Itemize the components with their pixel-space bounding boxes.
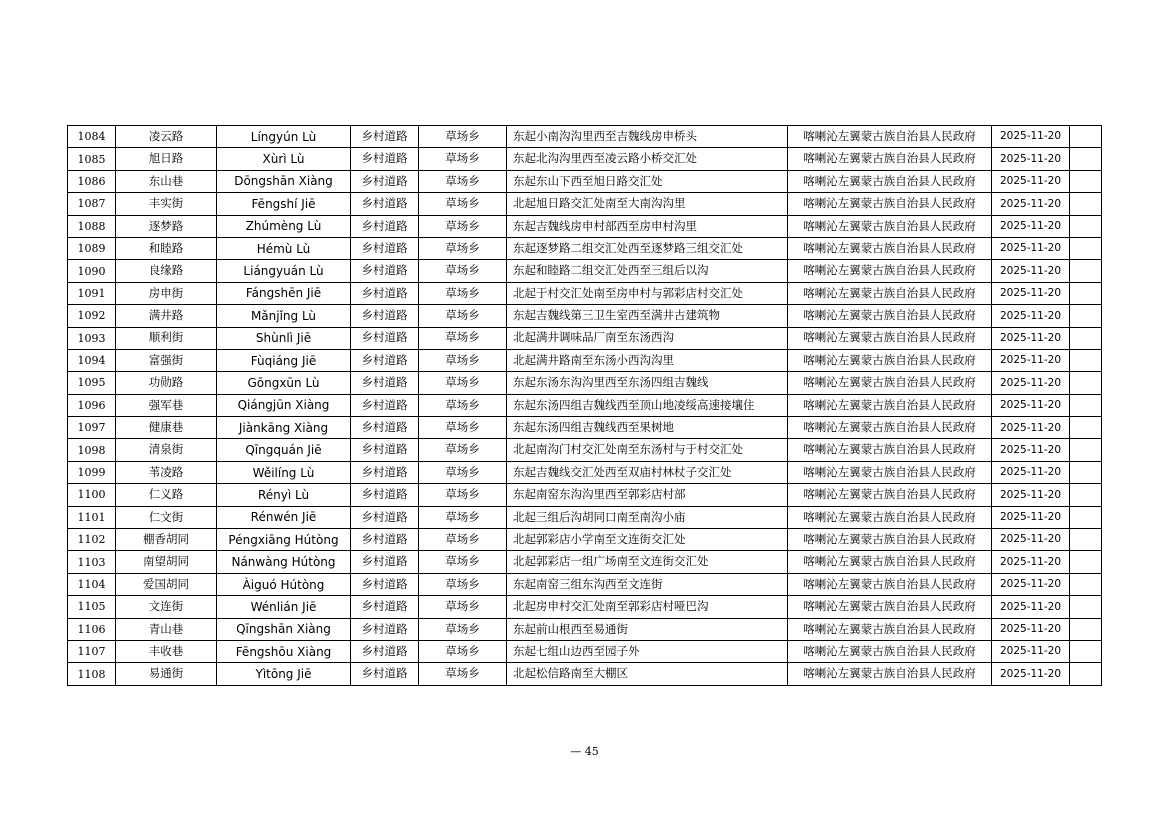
table-row	[68, 148, 1102, 170]
approval-date: 2025-11-20	[992, 663, 1070, 685]
road-category: 乡村道路	[351, 461, 419, 483]
row-number: 1099	[68, 461, 116, 483]
road-pinyin: Gōngxūn Lù	[217, 372, 351, 394]
township: 草场乡	[419, 484, 507, 506]
road-pinyin: Wěilíng Lù	[217, 461, 351, 483]
road-name: 房申街	[116, 282, 217, 304]
table-row	[68, 372, 1102, 394]
township: 草场乡	[419, 193, 507, 215]
remark	[1070, 215, 1102, 237]
remark	[1070, 417, 1102, 439]
row-number: 1108	[68, 663, 116, 685]
row-number: 1088	[68, 215, 116, 237]
approval-authority: 喀喇沁左翼蒙古族自治县人民政府	[788, 327, 992, 349]
road-category: 乡村道路	[351, 640, 419, 662]
remark	[1070, 394, 1102, 416]
remark	[1070, 618, 1102, 640]
page-number: — 45	[570, 745, 599, 758]
row-number: 1095	[68, 372, 116, 394]
approval-date: 2025-11-20	[992, 529, 1070, 551]
township: 草场乡	[419, 551, 507, 573]
township: 草场乡	[419, 170, 507, 192]
approval-date: 2025-11-20	[992, 170, 1070, 192]
road-category: 乡村道路	[351, 349, 419, 371]
row-number: 1104	[68, 573, 116, 595]
approval-date: 2025-11-20	[992, 484, 1070, 506]
approval-authority: 喀喇沁左翼蒙古族自治县人民政府	[788, 618, 992, 640]
township: 草场乡	[419, 215, 507, 237]
remark	[1070, 126, 1102, 148]
approval-authority: 喀喇沁左翼蒙古族自治县人民政府	[788, 529, 992, 551]
road-category: 乡村道路	[351, 193, 419, 215]
road-name: 逐梦路	[116, 215, 217, 237]
road-pinyin: Fùqiáng Jiē	[217, 349, 351, 371]
table-row	[68, 461, 1102, 483]
road-description: 东起吉魏线交汇处西至双庙村林杖子交汇处	[507, 461, 788, 483]
table-row	[68, 596, 1102, 618]
road-category: 乡村道路	[351, 394, 419, 416]
road-category: 乡村道路	[351, 596, 419, 618]
road-name: 苇凌路	[116, 461, 217, 483]
road-description: 北起松信路南至大棚区	[507, 663, 788, 685]
road-name: 强军巷	[116, 394, 217, 416]
township: 草场乡	[419, 461, 507, 483]
row-number: 1106	[68, 618, 116, 640]
road-description: 北起于村交汇处南至房申村与郭彩店村交汇处	[507, 282, 788, 304]
road-description: 东起吉魏线第三卫生室西至满井古建筑物	[507, 305, 788, 327]
township: 草场乡	[419, 260, 507, 282]
place-name-table	[67, 125, 1102, 686]
road-pinyin: Wénlián Jiē	[217, 596, 351, 618]
road-pinyin: Fēngshí Jiē	[217, 193, 351, 215]
road-category: 乡村道路	[351, 237, 419, 259]
approval-authority: 喀喇沁左翼蒙古族自治县人民政府	[788, 148, 992, 170]
road-description: 北起郭彩店小学南至文连街交汇处	[507, 529, 788, 551]
road-pinyin: Mǎnjǐng Lù	[217, 305, 351, 327]
approval-authority: 喀喇沁左翼蒙古族自治县人民政府	[788, 237, 992, 259]
road-pinyin: Nánwàng Hútòng	[217, 551, 351, 573]
table-row	[68, 506, 1102, 528]
remark	[1070, 439, 1102, 461]
approval-date: 2025-11-20	[992, 417, 1070, 439]
road-description: 北起满井调味品厂南至东汤西沟	[507, 327, 788, 349]
road-description: 东起七组山边西至园子外	[507, 640, 788, 662]
approval-date: 2025-11-20	[992, 237, 1070, 259]
road-pinyin: Qiángjūn Xiàng	[217, 394, 351, 416]
table-row	[68, 640, 1102, 662]
road-category: 乡村道路	[351, 305, 419, 327]
approval-authority: 喀喇沁左翼蒙古族自治县人民政府	[788, 596, 992, 618]
approval-authority: 喀喇沁左翼蒙古族自治县人民政府	[788, 551, 992, 573]
remark	[1070, 663, 1102, 685]
road-name: 文连街	[116, 596, 217, 618]
road-description: 东起吉魏线房申村部西至房申村沟里	[507, 215, 788, 237]
township: 草场乡	[419, 327, 507, 349]
approval-date: 2025-11-20	[992, 305, 1070, 327]
township: 草场乡	[419, 148, 507, 170]
table-row	[68, 417, 1102, 439]
approval-date: 2025-11-20	[992, 327, 1070, 349]
remark	[1070, 282, 1102, 304]
table-row	[68, 439, 1102, 461]
table-row	[68, 551, 1102, 573]
table-row	[68, 170, 1102, 192]
remark	[1070, 349, 1102, 371]
road-pinyin: Fángshēn Jiē	[217, 282, 351, 304]
approval-date: 2025-11-20	[992, 439, 1070, 461]
road-name: 南望胡同	[116, 551, 217, 573]
approval-authority: 喀喇沁左翼蒙古族自治县人民政府	[788, 282, 992, 304]
remark	[1070, 260, 1102, 282]
table-row	[68, 663, 1102, 685]
road-pinyin: Língyún Lù	[217, 126, 351, 148]
remark	[1070, 573, 1102, 595]
township: 草场乡	[419, 394, 507, 416]
remark	[1070, 506, 1102, 528]
road-description: 东起东汤东沟沟里西至东汤四组吉魏线	[507, 372, 788, 394]
road-pinyin: Àiguó Hútòng	[217, 573, 351, 595]
road-pinyin: Fēngshōu Xiàng	[217, 640, 351, 662]
approval-date: 2025-11-20	[992, 394, 1070, 416]
township: 草场乡	[419, 282, 507, 304]
road-category: 乡村道路	[351, 484, 419, 506]
road-description: 东起和睦路二组交汇处西至三组后以沟	[507, 260, 788, 282]
road-description: 北起郭彩店一组广场南至文连街交汇处	[507, 551, 788, 573]
approval-authority: 喀喇沁左翼蒙古族自治县人民政府	[788, 305, 992, 327]
road-category: 乡村道路	[351, 215, 419, 237]
table-body	[68, 126, 1102, 686]
approval-date: 2025-11-20	[992, 282, 1070, 304]
remark	[1070, 484, 1102, 506]
row-number: 1087	[68, 193, 116, 215]
approval-authority: 喀喇沁左翼蒙古族自治县人民政府	[788, 439, 992, 461]
approval-authority: 喀喇沁左翼蒙古族自治县人民政府	[788, 193, 992, 215]
row-number: 1096	[68, 394, 116, 416]
row-number: 1084	[68, 126, 116, 148]
approval-authority: 喀喇沁左翼蒙古族自治县人民政府	[788, 170, 992, 192]
road-name: 和睦路	[116, 237, 217, 259]
road-name: 仁文街	[116, 506, 217, 528]
road-description: 东起南窑东沟沟里西至郭彩店村部	[507, 484, 788, 506]
road-name: 易通街	[116, 663, 217, 685]
township: 草场乡	[419, 506, 507, 528]
road-category: 乡村道路	[351, 126, 419, 148]
row-number: 1097	[68, 417, 116, 439]
township: 草场乡	[419, 640, 507, 662]
road-name: 功勋路	[116, 372, 217, 394]
road-name: 东山巷	[116, 170, 217, 192]
township: 草场乡	[419, 529, 507, 551]
road-pinyin: Rénwén Jiē	[217, 506, 351, 528]
road-pinyin: Jiànkāng Xiàng	[217, 417, 351, 439]
row-number: 1089	[68, 237, 116, 259]
road-name: 富强街	[116, 349, 217, 371]
road-name: 青山巷	[116, 618, 217, 640]
table-row	[68, 305, 1102, 327]
road-category: 乡村道路	[351, 372, 419, 394]
road-name: 棚香胡同	[116, 529, 217, 551]
remark	[1070, 148, 1102, 170]
table-row	[68, 193, 1102, 215]
road-description: 东起东汤四组吉魏线西至果树地	[507, 417, 788, 439]
road-name: 满井路	[116, 305, 217, 327]
road-name: 健康巷	[116, 417, 217, 439]
township: 草场乡	[419, 596, 507, 618]
row-number: 1105	[68, 596, 116, 618]
row-number: 1092	[68, 305, 116, 327]
road-pinyin: Xùrì Lù	[217, 148, 351, 170]
approval-date: 2025-11-20	[992, 372, 1070, 394]
approval-authority: 喀喇沁左翼蒙古族自治县人民政府	[788, 126, 992, 148]
road-description: 东起北沟沟里西至凌云路小桥交汇处	[507, 148, 788, 170]
township: 草场乡	[419, 372, 507, 394]
row-number: 1093	[68, 327, 116, 349]
approval-authority: 喀喇沁左翼蒙古族自治县人民政府	[788, 372, 992, 394]
remark	[1070, 170, 1102, 192]
row-number: 1086	[68, 170, 116, 192]
township: 草场乡	[419, 663, 507, 685]
road-category: 乡村道路	[351, 260, 419, 282]
row-number: 1102	[68, 529, 116, 551]
road-category: 乡村道路	[351, 573, 419, 595]
approval-authority: 喀喇沁左翼蒙古族自治县人民政府	[788, 260, 992, 282]
table-row	[68, 349, 1102, 371]
approval-date: 2025-11-20	[992, 596, 1070, 618]
road-pinyin: Péngxiāng Hútòng	[217, 529, 351, 551]
remark	[1070, 596, 1102, 618]
road-description: 北起旭日路交汇处南至大南沟沟里	[507, 193, 788, 215]
township: 草场乡	[419, 237, 507, 259]
approval-authority: 喀喇沁左翼蒙古族自治县人民政府	[788, 215, 992, 237]
table-row	[68, 484, 1102, 506]
table-row	[68, 215, 1102, 237]
road-name: 爱国胡同	[116, 573, 217, 595]
table-row	[68, 260, 1102, 282]
road-category: 乡村道路	[351, 327, 419, 349]
row-number: 1107	[68, 640, 116, 662]
table-row	[68, 282, 1102, 304]
township: 草场乡	[419, 439, 507, 461]
table-row	[68, 618, 1102, 640]
approval-date: 2025-11-20	[992, 349, 1070, 371]
road-name: 凌云路	[116, 126, 217, 148]
approval-authority: 喀喇沁左翼蒙古族自治县人民政府	[788, 349, 992, 371]
road-description: 东起南窑三组东沟西至文连街	[507, 573, 788, 595]
township: 草场乡	[419, 618, 507, 640]
road-pinyin: Dōngshān Xiàng	[217, 170, 351, 192]
road-category: 乡村道路	[351, 148, 419, 170]
approval-date: 2025-11-20	[992, 551, 1070, 573]
remark	[1070, 237, 1102, 259]
remark	[1070, 327, 1102, 349]
remark	[1070, 193, 1102, 215]
approval-authority: 喀喇沁左翼蒙古族自治县人民政府	[788, 506, 992, 528]
approval-date: 2025-11-20	[992, 573, 1070, 595]
approval-authority: 喀喇沁左翼蒙古族自治县人民政府	[788, 640, 992, 662]
approval-date: 2025-11-20	[992, 260, 1070, 282]
road-name: 清泉街	[116, 439, 217, 461]
approval-date: 2025-11-20	[992, 126, 1070, 148]
table-row	[68, 573, 1102, 595]
road-pinyin: Qīngshān Xiàng	[217, 618, 351, 640]
road-pinyin: Hémù Lù	[217, 237, 351, 259]
row-number: 1091	[68, 282, 116, 304]
approval-authority: 喀喇沁左翼蒙古族自治县人民政府	[788, 461, 992, 483]
road-category: 乡村道路	[351, 551, 419, 573]
remark	[1070, 529, 1102, 551]
road-description: 东起东山下西至旭日路交汇处	[507, 170, 788, 192]
township: 草场乡	[419, 417, 507, 439]
remark	[1070, 461, 1102, 483]
road-pinyin: Zhúmèng Lù	[217, 215, 351, 237]
row-number: 1098	[68, 439, 116, 461]
road-description: 北起满井路南至东汤小西沟沟里	[507, 349, 788, 371]
table-row	[68, 394, 1102, 416]
row-number: 1085	[68, 148, 116, 170]
township: 草场乡	[419, 573, 507, 595]
township: 草场乡	[419, 126, 507, 148]
road-description: 东起小南沟沟里西至吉魏线房申桥头	[507, 126, 788, 148]
road-name: 丰收巷	[116, 640, 217, 662]
remark	[1070, 640, 1102, 662]
road-category: 乡村道路	[351, 170, 419, 192]
row-number: 1103	[68, 551, 116, 573]
approval-date: 2025-11-20	[992, 506, 1070, 528]
remark	[1070, 372, 1102, 394]
road-category: 乡村道路	[351, 282, 419, 304]
remark	[1070, 305, 1102, 327]
row-number: 1101	[68, 506, 116, 528]
road-category: 乡村道路	[351, 439, 419, 461]
township: 草场乡	[419, 349, 507, 371]
road-category: 乡村道路	[351, 663, 419, 685]
road-description: 东起前山根西至易通街	[507, 618, 788, 640]
road-name: 良缘路	[116, 260, 217, 282]
road-name: 仁义路	[116, 484, 217, 506]
road-name: 顺利街	[116, 327, 217, 349]
road-description: 东起逐梦路二组交汇处西至逐梦路三组交汇处	[507, 237, 788, 259]
road-description: 北起南沟门村交汇处南至东汤村与于村交汇处	[507, 439, 788, 461]
road-category: 乡村道路	[351, 618, 419, 640]
approval-date: 2025-11-20	[992, 461, 1070, 483]
road-category: 乡村道路	[351, 529, 419, 551]
road-pinyin: Rényì Lù	[217, 484, 351, 506]
road-pinyin: Liángyuán Lù	[217, 260, 351, 282]
road-description: 东起东汤四组吉魏线西至顶山地凌绥高速接壤住	[507, 394, 788, 416]
road-description: 北起三组后沟胡同口南至南沟小庙	[507, 506, 788, 528]
approval-authority: 喀喇沁左翼蒙古族自治县人民政府	[788, 394, 992, 416]
approval-authority: 喀喇沁左翼蒙古族自治县人民政府	[788, 484, 992, 506]
table-row	[68, 237, 1102, 259]
approval-date: 2025-11-20	[992, 618, 1070, 640]
approval-authority: 喀喇沁左翼蒙古族自治县人民政府	[788, 417, 992, 439]
row-number: 1090	[68, 260, 116, 282]
road-name: 丰实街	[116, 193, 217, 215]
approval-date: 2025-11-20	[992, 193, 1070, 215]
approval-authority: 喀喇沁左翼蒙古族自治县人民政府	[788, 663, 992, 685]
approval-date: 2025-11-20	[992, 148, 1070, 170]
table-row	[68, 126, 1102, 148]
road-pinyin: Qīngquán Jiē	[217, 439, 351, 461]
remark	[1070, 551, 1102, 573]
township: 草场乡	[419, 305, 507, 327]
table-row	[68, 529, 1102, 551]
approval-date: 2025-11-20	[992, 640, 1070, 662]
road-description: 北起房申村交汇处南至郭彩店村哑巴沟	[507, 596, 788, 618]
road-category: 乡村道路	[351, 506, 419, 528]
road-pinyin: Shùnlì Jiē	[217, 327, 351, 349]
approval-authority: 喀喇沁左翼蒙古族自治县人民政府	[788, 573, 992, 595]
row-number: 1100	[68, 484, 116, 506]
row-number: 1094	[68, 349, 116, 371]
road-name: 旭日路	[116, 148, 217, 170]
table-row	[68, 327, 1102, 349]
approval-date: 2025-11-20	[992, 215, 1070, 237]
road-category: 乡村道路	[351, 417, 419, 439]
road-pinyin: Yìtōng Jiē	[217, 663, 351, 685]
